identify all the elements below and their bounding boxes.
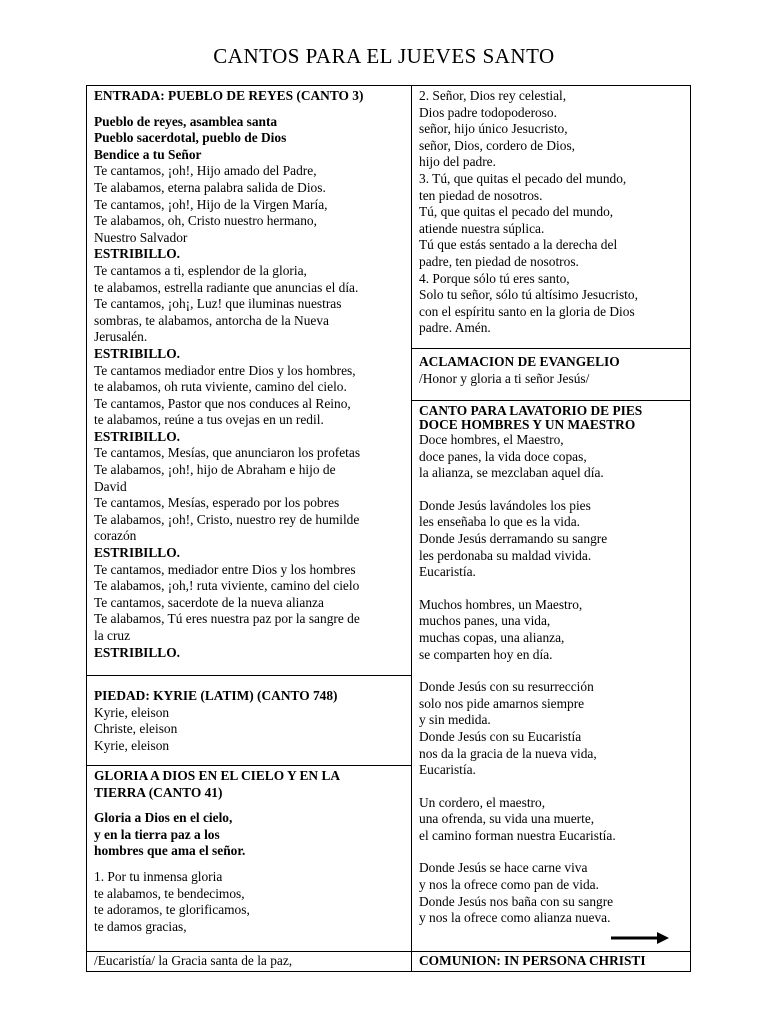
verse-line: Te cantamos, ¡oh¡, Luz! que iluminas nuestras (94, 296, 342, 312)
verse-line: Tú, que quitas el pecado del mundo, (419, 204, 614, 220)
gloria-heading-line: GLORIA A DIOS EN EL CIELO Y EN LA (94, 768, 341, 783)
lavatorio-heading-line: DOCE HOMBRES Y UN MAESTRO (419, 417, 636, 432)
refrain-line: Pueblo de reyes, asamblea santa (94, 113, 278, 129)
stanza (419, 432, 684, 482)
eucaristia-line-cell (86, 951, 412, 972)
stanza-line: Donde Jesús con su resurrección (419, 679, 594, 695)
refrain-line: Gloria a Dios en el cielo, (94, 810, 233, 826)
verse-line: te alabamos, estrella radiante que anuncias el día. (94, 279, 359, 295)
verse-line: Te alabamos, eterna palabra salida de Dios. (94, 179, 326, 195)
kyrie-line: Kyrie, eleison (94, 737, 170, 753)
refrain-line: Pueblo sacerdotal, pueblo de Dios (94, 130, 287, 146)
verse-line: ESTRIBILLO. (94, 345, 180, 361)
stanza-line: Donde Jesús derramando su sangre (419, 530, 608, 546)
stanza-line: muchos panes, una vida, (419, 613, 551, 629)
verse-line: 2. Señor, Dios rey celestial, (419, 88, 567, 103)
verse-line: señor, hijo único Jesucristo, (419, 121, 568, 137)
verse-line: padre, ten piedad de nosotros. (419, 253, 579, 269)
refrain-line: hombres que ama el señor. (94, 843, 246, 859)
gloria-continuation (419, 88, 684, 337)
verse-line: Te alabamos, Tú eres nuestra paz por la sangre de (94, 611, 360, 627)
page-title: CANTOS PARA EL JUEVES SANTO (213, 44, 555, 68)
stanza-line: Eucaristía. (419, 762, 476, 778)
lavatorio-heading (419, 404, 684, 432)
stanza-line: muchas copas, una alianza, (419, 629, 565, 645)
stanza (419, 498, 684, 581)
verse-line: Jerusalén. (94, 329, 148, 345)
stanza (419, 679, 684, 779)
aclamacion-heading: ACLAMACION DE EVANGELIO (419, 354, 620, 369)
verse-line: Te cantamos, ¡oh!, Hijo amado del Padre, (94, 163, 317, 179)
verse-line: Te cantamos, Pastor que nos conduces al Reino, (94, 395, 351, 411)
entrada-heading: ENTRADA: PUEBLO DE REYES (CANTO 3) (94, 88, 364, 103)
kyrie-line: Kyrie, eleison (94, 704, 170, 720)
verse-line: Te alabamos, ¡oh,! ruta viviente, camino del cielo (94, 578, 360, 594)
gloria-section (86, 765, 412, 952)
verse-line: Te cantamos, sacerdote de la nueva alianza (94, 594, 324, 610)
piedad-heading: PIEDAD: KYRIE (LATIM) (CANTO 748) (94, 688, 338, 703)
stanza (419, 795, 684, 845)
stanza-line: nos da la gracia de la nueva vida, (419, 745, 597, 761)
comunion-heading: COMUNION: IN PERSONA CHRISTI (419, 953, 646, 968)
stanza-line: Donde Jesús se hace carne viva (419, 860, 588, 876)
stanza-line: Doce hombres, el Maestro, (419, 432, 564, 447)
gloria-continuation-section (411, 85, 691, 349)
verse-line: 4. Porque sólo tú eres santo, (419, 270, 570, 286)
verse-line: señor, Dios, cordero de Dios, (419, 137, 576, 153)
stanza-line: Donde Jesús nos baña con su sangre (419, 893, 614, 909)
right-arrow-icon (609, 931, 671, 945)
entrada-section (86, 85, 412, 676)
stanza-line: se comparten hoy en día. (419, 646, 553, 662)
aclamacion-section (411, 348, 691, 401)
verse-line: te alabamos, oh ruta viviente, camino del cielo. (94, 379, 347, 395)
verse-line: Solo tu señor, sólo tú altísimo Jesucristo, (419, 287, 638, 303)
verse-line: David (94, 478, 127, 494)
stanza-line: les perdonaba su maldad vivida. (419, 547, 592, 563)
verse-line: con el espíritu santo en la gloria de Dios (419, 303, 635, 319)
verse-line: Tú que estás sentado a la derecha del (419, 237, 618, 253)
gloria-verses (94, 869, 405, 935)
verse-line: Dios padre todopoderoso. (419, 104, 557, 120)
stanza-line: y sin medida. (419, 712, 491, 728)
verse-line: ESTRIBILLO. (94, 545, 180, 561)
stanza-line: el camino forman nuestra Eucaristía. (419, 827, 616, 843)
stanza-line: Muchos hombres, un Maestro, (419, 596, 583, 612)
verse-line: 3. Tú, que quitas el pecado del mundo, (419, 170, 627, 186)
verse-line: Te cantamos, mediador entre Dios y los hombres (94, 561, 356, 577)
stanza-line: les enseñaba lo que es la vida. (419, 514, 581, 530)
stanza-line: Donde Jesús con su Eucaristía (419, 728, 582, 744)
stanza-line: Eucaristía. (419, 564, 476, 580)
stanza-line: doce panes, la vida doce copas, (419, 448, 587, 464)
verse-line: Te cantamos mediador entre Dios y los hombres, (94, 362, 356, 378)
stanza-line: solo nos pide amarnos siempre (419, 695, 585, 711)
stanza-line: y nos la ofrece como alianza nueva. (419, 910, 611, 926)
stanza-line: Donde Jesús lavándoles los pies (419, 497, 591, 513)
lavatorio-stanzas (419, 432, 684, 927)
verse-line: te damos gracias, (94, 918, 187, 934)
gloria-heading-line: TIERRA (CANTO 41) (94, 784, 223, 800)
verse-line: corazón (94, 528, 137, 544)
verse-line: te alabamos, te bendecimos, (94, 885, 245, 901)
verse-line: 1. Por tu inmensa gloria (94, 868, 223, 884)
verse-line: atiende nuestra súplica. (419, 220, 545, 236)
stanza-line: una ofrenda, su vida una muerte, (419, 811, 595, 827)
stanza (419, 597, 684, 663)
verse-line: padre. Amén. (419, 320, 491, 336)
eucaristia-line: /Eucaristía/ la Gracia santa de la paz, (94, 953, 293, 968)
verse-line: te adoramos, te glorificamos, (94, 902, 250, 918)
verse-line: sombras, te alabamos, antorcha de la Nueva (94, 312, 329, 328)
verse-line: ESTRIBILLO. (94, 644, 180, 660)
lavatorio-heading-line: CANTO PARA LAVATORIO DE PIES (419, 403, 643, 418)
verse-line: te alabamos, reúne a tus ovejas en un redil. (94, 412, 324, 428)
refrain-line: y en la tierra paz a los (94, 826, 220, 842)
piedad-lines (94, 705, 405, 755)
lavatorio-section (411, 400, 691, 952)
aclamacion-line: /Honor y gloria a ti señor Jesús/ (419, 370, 590, 386)
verse-line: ten piedad de nosotros. (419, 187, 543, 203)
verse-line: Te cantamos, Mesías, que anunciaron los profetas (94, 445, 361, 461)
verse-line: la cruz (94, 628, 131, 643)
verse-line: ESTRIBILLO. (94, 246, 180, 262)
verse-line: Te alabamos, ¡oh!, hijo de Abraham e hijo de (94, 462, 336, 478)
stanza-line: Un cordero, el maestro, (419, 794, 546, 810)
entrada-refrain (94, 114, 405, 164)
entrada-verses (94, 163, 405, 661)
verse-line: hijo del padre. (419, 154, 496, 170)
stanza-line: la alianza, se mezclaban aquel día. (419, 465, 604, 481)
verse-line: Te alabamos, oh, Cristo nuestro hermano, (94, 213, 317, 229)
verse-line: Nuestro Salvador (94, 229, 188, 245)
verse-line: Te alabamos, ¡oh!, Cristo, nuestro rey de humilde (94, 511, 360, 527)
stanza (419, 860, 684, 926)
verse-line: ESTRIBILLO. (94, 428, 180, 444)
gloria-heading (94, 768, 405, 801)
piedad-section (86, 675, 412, 766)
verse-line: Te cantamos a ti, esplendor de la gloria, (94, 262, 307, 278)
verse-line: Te cantamos, ¡oh!, Hijo de la Virgen María, (94, 196, 328, 212)
gloria-refrain (94, 810, 405, 860)
refrain-line: Bendice a tu Señor (94, 146, 202, 162)
verse-line: Te cantamos, Mesías, esperado por los pobres (94, 495, 340, 511)
stanza-line: y nos la ofrece como pan de vida. (419, 877, 599, 893)
kyrie-line: Christe, eleison (94, 721, 178, 737)
comunion-cell (411, 951, 691, 972)
